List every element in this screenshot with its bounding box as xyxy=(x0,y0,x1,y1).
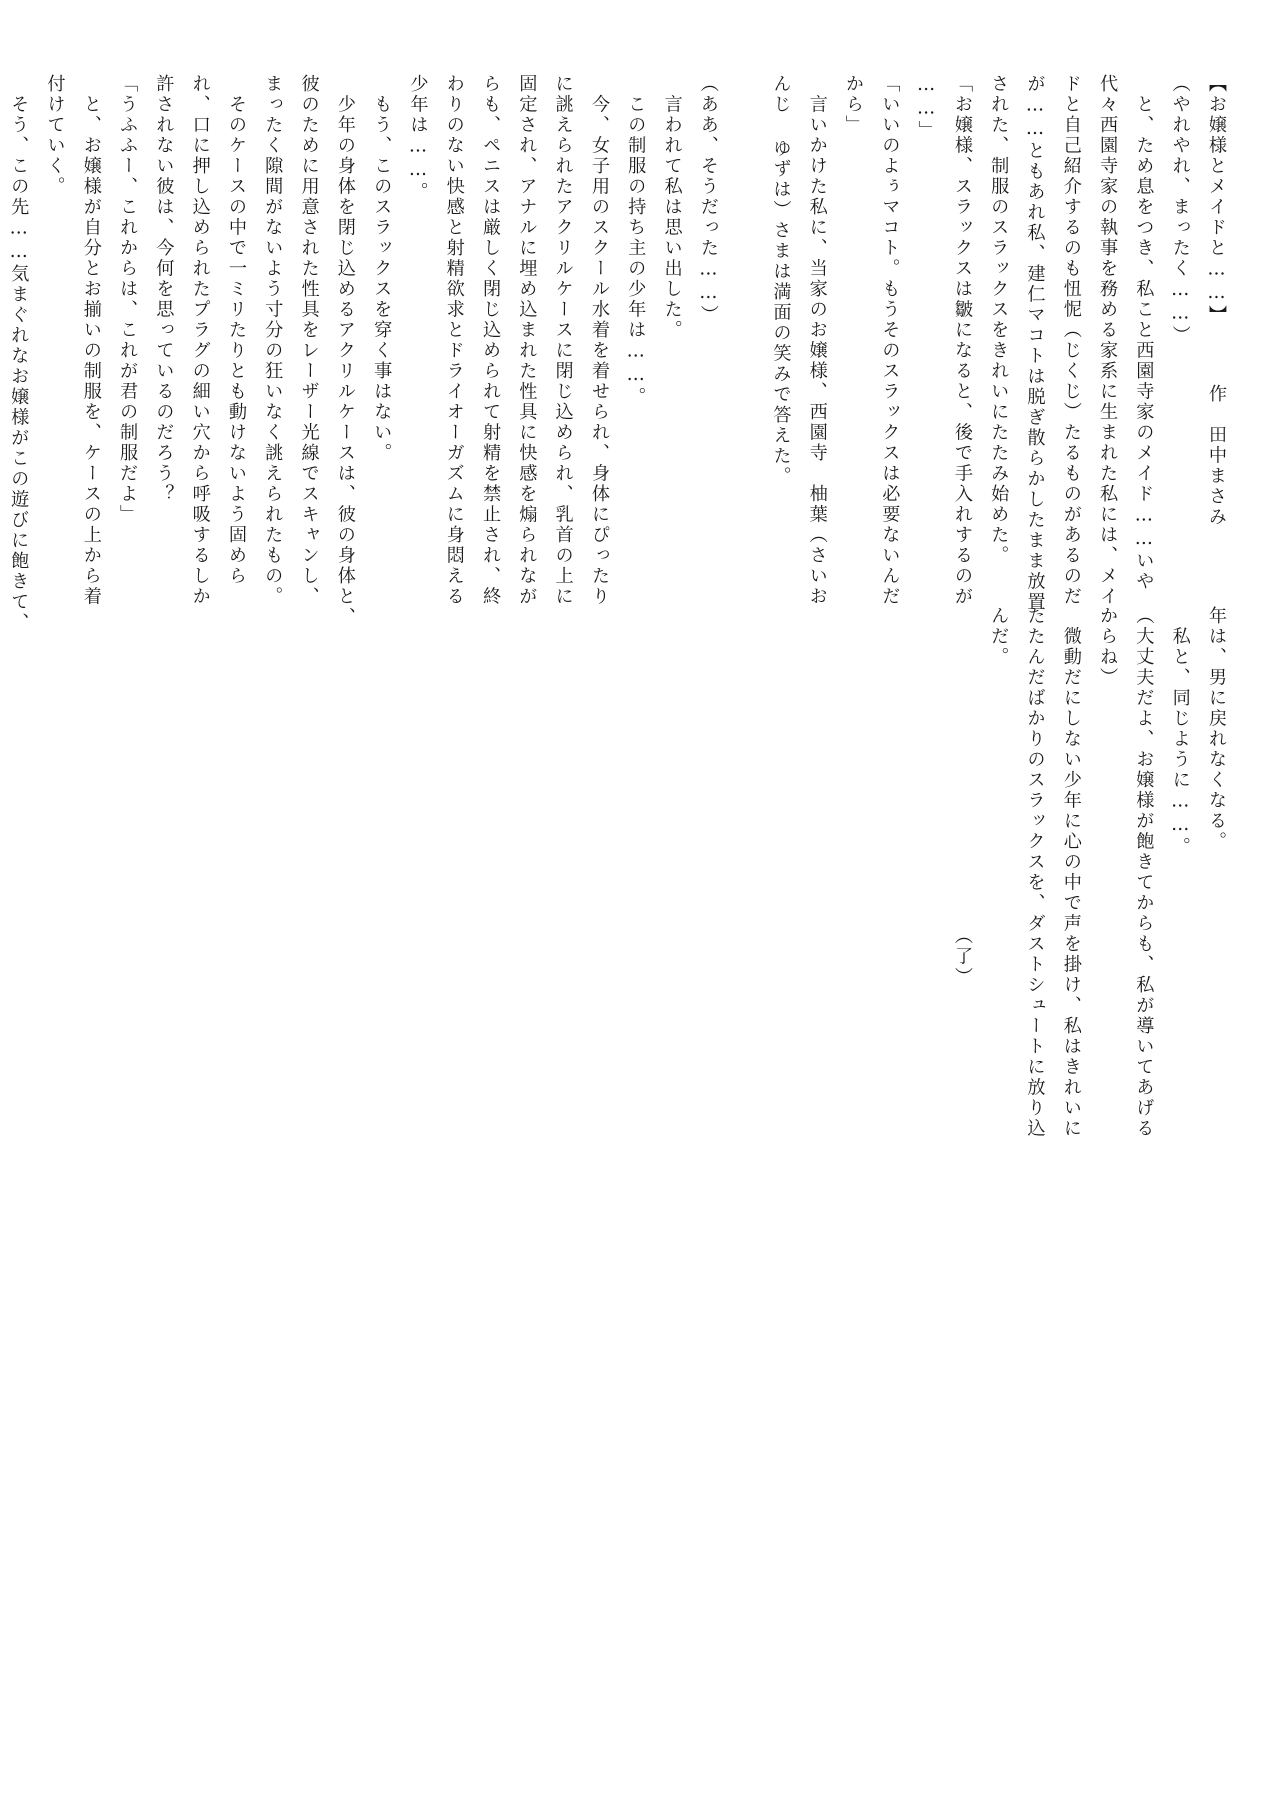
text-line: 年は、男に戻れなくなる。 xyxy=(1206,606,1227,852)
text-line: （ああ、そうだった……） xyxy=(697,74,719,326)
text-line: んじ ゆずは）さまは満面の笑みで答えた。 xyxy=(770,74,792,487)
text-line: わりのない快感と射精欲求とドライオーガズムに身悶える xyxy=(443,74,465,607)
text-line: （大丈夫だよ、お嬢様が飽きてからも、私が導いてあげる xyxy=(1133,606,1155,1139)
text-line: らも、ペニスは厳しく閉じ込められて射精を禁止され、終 xyxy=(480,74,502,607)
text-line: 私と、同じように……。 xyxy=(1169,606,1191,858)
title-column xyxy=(1198,74,1234,586)
text-line: （やれやれ、まったく……） xyxy=(1169,74,1191,347)
upper-text-band xyxy=(8,74,1234,634)
closing-mark: （了） xyxy=(951,926,973,988)
text-line: からね） xyxy=(1097,606,1119,688)
text-line: と、お嬢様が自分とお揃いの制服を、ケースの上から着 xyxy=(80,74,102,607)
text-line: んだ。 xyxy=(988,606,1010,668)
author-credit: 作 田中まさみ xyxy=(1206,384,1227,528)
text-line: この制服の持ち主の少年は……。 xyxy=(625,74,647,408)
lower-text-band xyxy=(951,606,1234,1139)
text-line: そう、この先……気まぐれなお嬢様がこの遊びに飽きて、 xyxy=(8,74,30,634)
text-line: 彼のために用意された性具をレーザー光線でスキャンし、 xyxy=(298,74,320,607)
text-line: 「うふふー、これからは、これが君の制服だよ」 xyxy=(117,74,139,525)
text-line: たたんだばかりのスラックスを、ダストシュートに放り込 xyxy=(1024,606,1046,1139)
text-line: と、ため息をつき、私こと西園寺家のメイド……いや xyxy=(1133,74,1155,593)
text-line xyxy=(726,74,762,586)
text-line: まったく隙間がないよう寸分の狂いなく誂えられたもの。 xyxy=(262,74,284,607)
text-line: 言いかけた私に、当家のお嬢様、西園寺 柚葉（さいお xyxy=(806,74,828,607)
text-line: 「お嬢様、スラックスは皺になると、後で手入れするのが xyxy=(951,74,973,607)
text-line: 許されない彼は、今何を思っているのだろう？ xyxy=(153,74,175,505)
text-line: ……」 xyxy=(915,74,937,142)
text-line: が……ともあれ私、建仁マコトは脱ぎ散らかしたまま放置 xyxy=(1024,74,1046,613)
text-line: そのケースの中で一ミリたりとも動けないよう固めら xyxy=(225,74,247,587)
text-line: 付けていく。 xyxy=(44,74,66,197)
text-line: された、制服のスラックスをきれいにたたみ始めた。 xyxy=(988,74,1010,566)
text-line: 今、女子用のスクール水着を着せられ、身体にぴったり xyxy=(588,74,610,607)
text-line: ドと自己紹介するのも忸怩（じくじ）たるものがあるのだ xyxy=(1060,74,1082,607)
story-title: 【お嬢様とメイドと……】 xyxy=(1206,74,1227,326)
text-line: もう、このスラックスを穿く事はない。 xyxy=(371,74,393,464)
text-line: れ、口に押し込められたプラグの細い穴から呼吸するしか xyxy=(189,74,211,607)
text-line: 代々西園寺家の執事を務める家系に生まれた私には、メイ xyxy=(1097,74,1119,607)
text-line: 少年は……。 xyxy=(407,74,429,203)
text-line: から」 xyxy=(843,74,865,136)
text-line: 言われて私は思い出した。 xyxy=(661,74,683,341)
text-line: 少年の身体を閉じ込めるアクリルケースは、彼の身体と、 xyxy=(334,74,356,628)
text-line: 固定され、アナルに埋め込まれた性具に快感を煽られなが xyxy=(516,74,538,607)
text-line: 微動だにしない少年に心の中で声を掛け、私はきれいに xyxy=(1060,606,1082,1139)
text-line: に誂えられたアクリルケースに閉じ込められ、乳首の上に xyxy=(552,74,574,607)
text-line: 「いいのよぅマコト。もうそのスラックスは必要ないんだ xyxy=(879,74,901,607)
